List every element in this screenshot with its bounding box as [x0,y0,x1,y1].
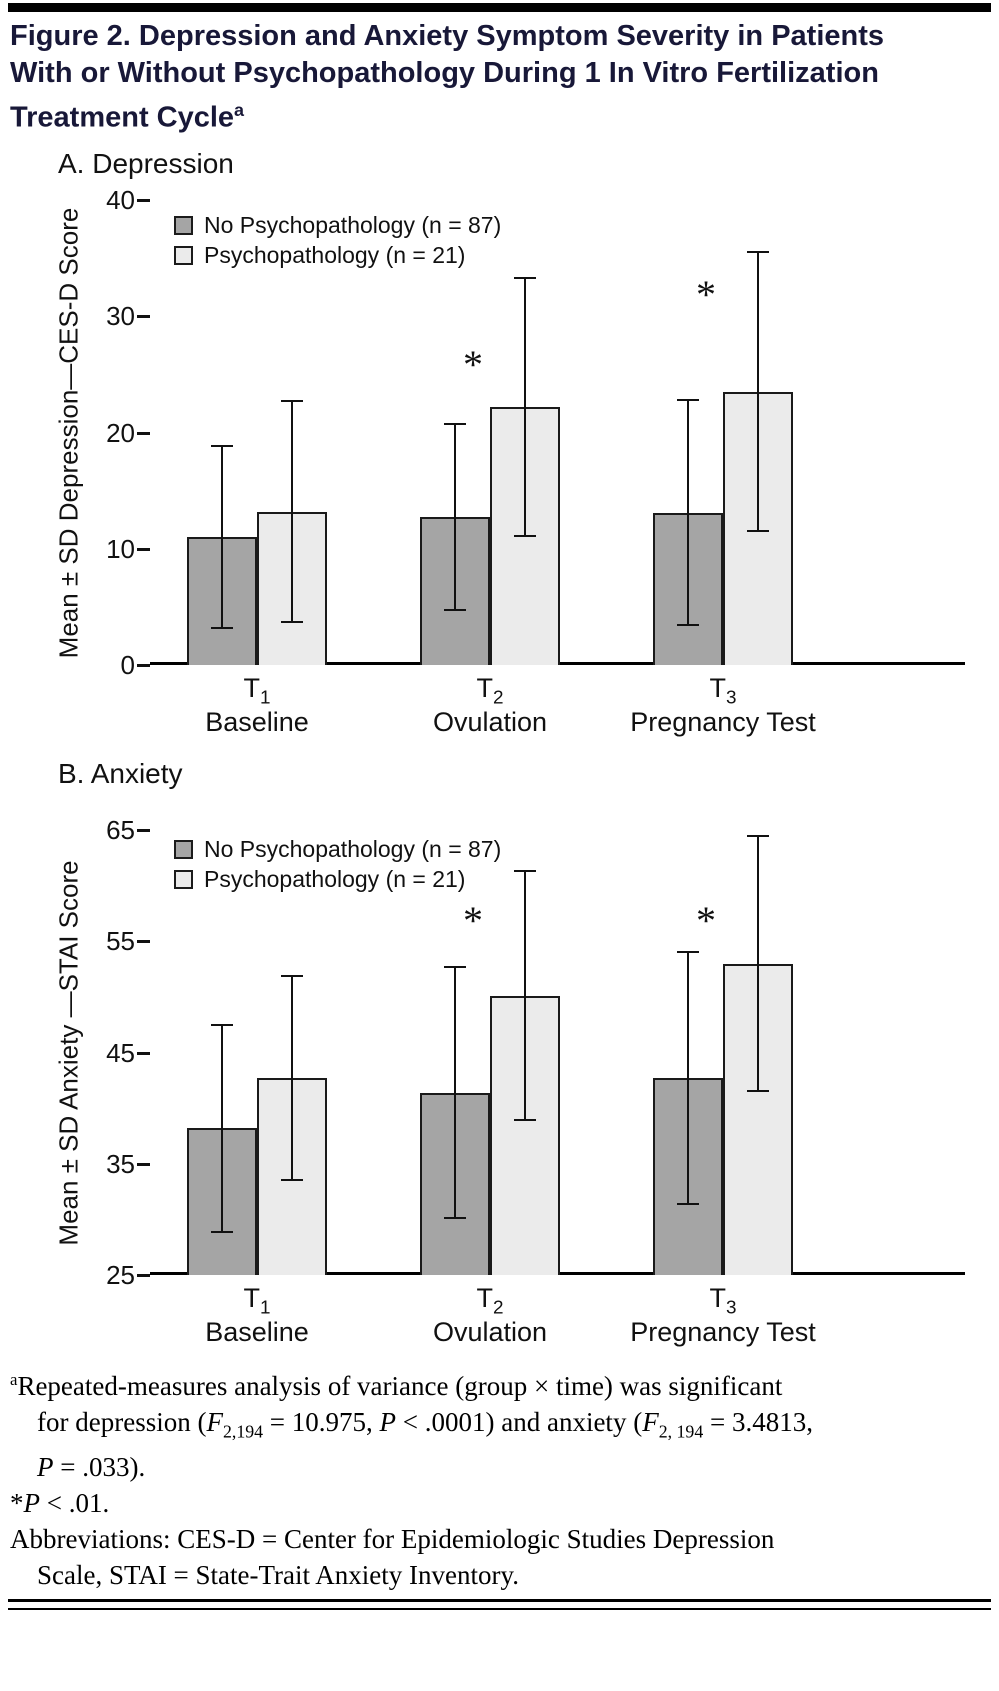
error-bar-cap-top [677,399,699,401]
error-bar-line [687,400,689,626]
figure-title [10,18,910,137]
footnote-line [10,1362,990,1404]
x-category-time [663,673,783,709]
footnote-segment: P [37,1452,54,1483]
x-category-name: Baseline [205,1317,309,1347]
error-bar-cap-bottom [444,1217,466,1219]
significance-asterisk: * [696,272,716,317]
y-tick-label: 55 [106,926,135,957]
legend-swatch [174,870,193,889]
figure-title-text: Figure 2. Depression and Anxiety Symptom Severity in Patients With or Without Psychopathology During 1 In Vitro Fertilization Treatment Cycle [10,20,885,134]
legend-swatch [174,246,193,265]
x-category-time-base: T [709,1283,726,1313]
error-bar-cap-top [211,1024,233,1026]
y-tick-label: 40 [106,185,135,215]
error-bar-cap-bottom [747,1090,769,1092]
x-category-name: Ovulation [432,707,548,737]
legend-swatch [174,216,193,235]
x-category-time-subscript: 1 [259,1297,271,1319]
x-category-time-base: T [476,1283,493,1313]
footnote-segment: < .0001) and anxiety ( [396,1407,643,1437]
x-category-time [430,1283,550,1319]
y-tick-mark [137,940,150,943]
y-tick-label: 65 [106,815,135,845]
y-tick-label: 20 [106,417,135,448]
legend-item [174,240,501,270]
legend [174,210,501,270]
y-tick-mark [137,829,150,832]
y-tick-label: 10 [106,533,135,564]
error-bar-cap-top [514,277,536,279]
error-bar-cap-top [747,251,769,253]
x-category-time [197,673,317,709]
error-bar-line [524,871,526,1120]
y-tick-label: 35 [106,1148,135,1179]
footnote-segment: for depression ( [37,1407,207,1437]
x-category-time [430,673,550,709]
plot-area [150,200,965,665]
y-axis-label: Mean ± SD Depression—CES-D Score [53,207,83,658]
legend-label: No Psychopathology (n = 87) [204,211,502,238]
error-bar-line [291,401,293,622]
error-bar-line [291,976,293,1181]
legend [174,834,501,894]
legend-item [174,834,501,864]
error-bar-cap-top [211,445,233,447]
y-tick-mark [137,315,150,318]
x-category-time-base: T [476,673,493,703]
error-bar-line [524,278,526,536]
x-category-time-subscript: 2 [492,1297,504,1319]
bottom-rule-thin [8,1608,991,1610]
x-category-name: Baseline [205,707,309,737]
footnote-line [10,1521,990,1557]
x-category-time-subscript: 3 [725,687,737,709]
footnote-segment: F [642,1407,659,1437]
figure-title-superscript: a [234,100,245,120]
bottom-rule-thick [8,1599,991,1602]
plot-area [150,830,965,1275]
legend-label: Psychopathology (n = 21) [204,865,466,892]
footnote-line [10,1485,990,1521]
y-tick-mark [137,1274,150,1277]
x-category-name: Ovulation [432,1317,548,1347]
y-tick-mark [137,432,150,435]
footnote-segment: = 3.4813, [703,1407,813,1437]
error-bar-line [687,952,689,1203]
error-bar-cap-bottom [514,1119,536,1121]
footnote-segment: 2,194 [222,1421,264,1442]
error-bar-cap-bottom [211,627,233,629]
error-bar-line [454,424,456,610]
x-category-name: Pregnancy Test [630,1317,816,1347]
y-tick-mark [137,664,150,667]
y-tick-mark [137,199,150,202]
footnote-segment: a [10,1370,18,1389]
footnote-segment: Scale, STAI = State-Trait Anxiety Inventory. [37,1560,519,1591]
y-tick-mark [137,548,150,551]
x-category-time [197,1283,317,1319]
footnote-line [10,1404,990,1449]
footnote-segment: P [23,1488,40,1519]
footnote-segment: Repeated-measures analysis of variance (group × time) was significant [17,1371,783,1401]
error-bar-cap-bottom [211,1231,233,1233]
x-category-time-base: T [243,1283,260,1313]
footnote-line [10,1449,990,1485]
error-bar-cap-top [444,423,466,425]
x-category-time-subscript: 1 [259,687,271,709]
footnote-segment: = .033). [53,1452,146,1483]
error-bar-line [454,967,456,1218]
footnote-segment: 2, 194 [658,1421,704,1442]
footnote-segment: F [206,1407,223,1437]
error-bar-line [221,446,223,627]
error-bar-cap-top [514,870,536,872]
error-bar-cap-bottom [281,621,303,623]
footnote-segment: Abbreviations: CES-D = Center for Epidemiologic Studies Depression [10,1524,775,1555]
y-tick-label: 0 [120,650,135,680]
footnote-segment: P [379,1407,397,1437]
panel-depression-label: A. Depression [58,148,234,179]
legend-item [174,210,501,240]
x-category-time-subscript: 3 [725,1297,737,1319]
panel-anxiety-label: B. Anxiety [58,758,183,789]
error-bar-cap-top [747,835,769,837]
footnote-segment: = 10.975, [263,1407,380,1437]
error-bar-line [757,836,759,1092]
error-bar-cap-bottom [281,1179,303,1181]
y-axis-label: Mean ± SD Anxiety —STAI Score [53,859,83,1246]
x-category-name: Pregnancy Test [630,707,816,737]
y-tick-mark [137,1052,150,1055]
error-bar-line [757,252,759,531]
error-bar-line [221,1025,223,1232]
panel-anxiety [0,758,999,1376]
error-bar-cap-bottom [514,535,536,537]
y-tick-label: 45 [106,1037,135,1068]
x-category-time-base: T [709,673,726,703]
y-tick-label: 25 [106,1260,135,1290]
error-bar-cap-bottom [677,624,699,626]
legend-swatch [174,840,193,859]
significance-asterisk: * [463,898,483,943]
error-bar-cap-bottom [444,609,466,611]
footnote-segment: < .01. [40,1488,110,1519]
x-category-time [663,1283,783,1319]
panel-depression [0,148,999,760]
error-bar-cap-top [281,400,303,402]
error-bar-cap-bottom [747,530,769,532]
x-category-time-subscript: 2 [492,687,504,709]
legend-label: Psychopathology (n = 21) [204,241,466,268]
y-tick-label: 30 [106,301,135,332]
significance-asterisk: * [696,898,716,943]
error-bar-cap-top [444,966,466,968]
legend-label: No Psychopathology (n = 87) [204,835,502,862]
x-category-time-base: T [243,673,260,703]
y-tick-mark [137,1163,150,1166]
error-bar-cap-bottom [677,1203,699,1205]
footnotes [10,1362,990,1593]
significance-asterisk: * [463,341,483,387]
top-rule [8,3,991,12]
error-bar-cap-top [677,951,699,953]
legend-item [174,864,501,894]
footnote-line [10,1557,990,1593]
error-bar-cap-top [281,975,303,977]
footnote-segment: * [10,1488,24,1519]
